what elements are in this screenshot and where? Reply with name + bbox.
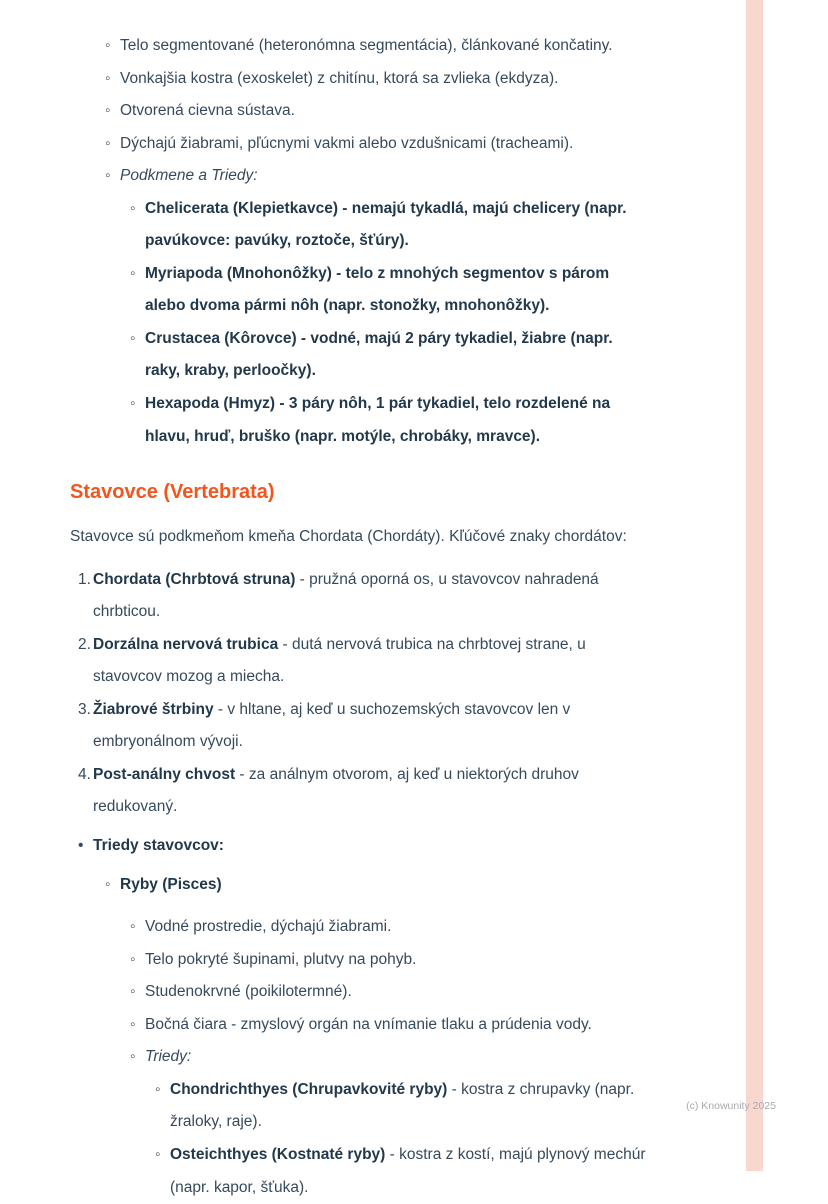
subgroups-label: Podkmene a Triedy: [120,167,258,185]
fish-subclasses-list [145,1074,650,1204]
fish-subclasses-label: Triedy: [145,1048,192,1066]
term-text: Crustacea (Kôrovce) [145,329,297,347]
desc-text: - v hltane, aj keď u suchozemských stavovcov len v embryonálnom vývoji. [93,700,571,751]
intro-paragraph: Stavovce sú podkmeňom kmeňa Chordata (Chordáty). Kľúčové znaky chordátov: [70,528,627,546]
list-item-text: Vonkajšia kostra (exoskelet) z chitínu, ktorá sa zvlieka (ekdyza). [120,69,559,87]
list-item [105,30,650,63]
bullet-icon: ◦ [105,37,111,54]
list-item [78,564,650,629]
list-item-body [145,1041,650,1204]
number-label: 1. [78,570,91,588]
term-text: Chordata (Chrbtová struna) [93,570,296,588]
list-item-text [145,193,650,258]
list-item-text: Vodné prostredie, dýchajú žiabrami. [145,918,392,936]
fish-class-list [93,869,650,1204]
bullet-icon: ◦ [130,264,136,282]
list-item [155,1139,650,1204]
page-edge-stripe [746,0,763,1171]
list-item-text [145,388,650,453]
list-item [105,95,650,128]
list-item [105,128,650,161]
term-text: Žiabrové štrbiny [93,700,214,718]
list-item [78,759,650,824]
term-text: Chelicerata (Klepietkavce) [145,199,338,217]
bullet-icon: ◦ [105,134,111,152]
term-text: Chondrichthyes (Chrupavkovité ryby) [170,1080,448,1098]
bullet-icon: ◦ [105,102,111,120]
term-text: Myriapoda (Mnohonôžky) [145,264,332,282]
list-item [130,1009,650,1042]
number-label: 2. [78,635,91,653]
fish-features-list [120,911,650,1204]
desc-text: - telo z mnohých segmentov s párom alebo dvoma pármi nôh (napr. stonožky, mnohonôžky). [145,264,610,315]
list-item [130,976,650,1009]
list-item [105,869,650,1204]
list-item-text [93,564,650,629]
list-item [105,160,650,453]
list-item-text [93,759,650,824]
list-item [78,830,650,1204]
list-item [78,694,650,759]
list-item-text [93,694,650,759]
bullet-icon: ◦ [105,69,111,87]
bullet-icon: ◦ [105,167,111,185]
number-label: 3. [78,700,91,718]
bullet-icon: ◦ [130,329,136,347]
bullet-icon: ◦ [105,875,111,893]
list-item-text: Studenokrvné (poikilotermné). [145,983,352,1001]
list-item-text [93,629,650,694]
list-item-text: Bočná čiara - zmyslový orgán na vnímanie tlaku a prúdenia vody. [145,1015,592,1033]
section-heading: Stavovce (Vertebrata) [70,481,275,504]
desc-text: - vodné, majú 2 páry tykadiel, žiabre (napr. raky, kraby, perloočky). [145,329,613,380]
document-content [70,30,650,1204]
classes-label: Triedy stavovcov: [93,837,224,855]
bullet-icon: ◦ [130,1048,136,1066]
desc-text: - kostra z kostí, majú plynový mechúr (napr. kapor, šťuka). [170,1145,646,1196]
term-text: Osteichthyes (Kostnaté ryby) [170,1145,386,1163]
watermark: (c) Knowunity 2025 [686,1100,776,1112]
desc-text: - nemajú tykadlá, majú chelicery (napr. pavúkovce: pavúky, roztoče, šťúry). [145,199,627,250]
bullet-icon: ◦ [130,950,136,968]
desc-text: - kostra z chrupavky (napr. žraloky, raje). [170,1080,635,1131]
list-item [130,944,650,977]
list-item-text [170,1139,650,1204]
chordate-features-list [70,564,650,824]
bullet-icon: ◦ [130,918,136,936]
list-item-text: Telo segmentované (heteronómna segmentácia), článkované končatiny. [120,37,613,54]
list-item-body [120,160,650,453]
list-item [105,63,650,96]
desc-text: - za análnym otvorom, aj keď u niektorých druhov redukovaný. [93,765,579,816]
bullet-icon: • [78,837,84,855]
list-item-text: Telo pokryté šupinami, plutvy na pohyb. [145,950,417,968]
term-text: Dorzálna nervová trubica [93,635,279,653]
list-item [130,323,650,388]
bullet-icon: ◦ [130,1015,136,1033]
list-item-text [145,258,650,323]
list-item-text: Otvorená cievna sústava. [120,102,295,120]
bullet-icon: ◦ [130,199,136,217]
arthropod-subgroups-list [120,193,650,453]
list-item [78,629,650,694]
list-item-body [120,869,650,1204]
list-item-text [170,1074,650,1139]
arthropod-features-list [70,30,650,453]
list-item-body [93,830,650,1204]
vertebrate-classes-list [70,830,650,1204]
list-item [130,193,650,258]
desc-text: - dutá nervová trubica na chrbtovej strane, u stavovcov mozog a miecha. [93,635,586,686]
list-item-text [145,323,650,388]
bullet-icon: ◦ [155,1080,161,1098]
list-item [130,388,650,453]
number-label: 4. [78,765,91,783]
desc-text: - 3 páry nôh, 1 pár tykadiel, telo rozdelené na hlavu, hruď, bruško (napr. motýle, chrobáky, mravce). [145,395,611,445]
list-item [155,1074,650,1139]
term-text: Hexapoda (Hmyz) [145,395,276,413]
bullet-icon: ◦ [130,395,136,413]
list-item [130,1041,650,1204]
list-item [130,258,650,323]
list-item-text: Dýchajú žiabrami, pľúcnymi vakmi alebo vzdušnicami (tracheami). [120,134,574,152]
term-text: Post-análny chvost [93,765,236,783]
fish-title: Ryby (Pisces) [120,875,222,893]
bullet-icon: ◦ [155,1145,161,1163]
desc-text: - pružná oporná os, u stavovcov nahradená chrbticou. [93,570,599,621]
list-item [130,911,650,944]
bullet-icon: ◦ [130,983,136,1001]
